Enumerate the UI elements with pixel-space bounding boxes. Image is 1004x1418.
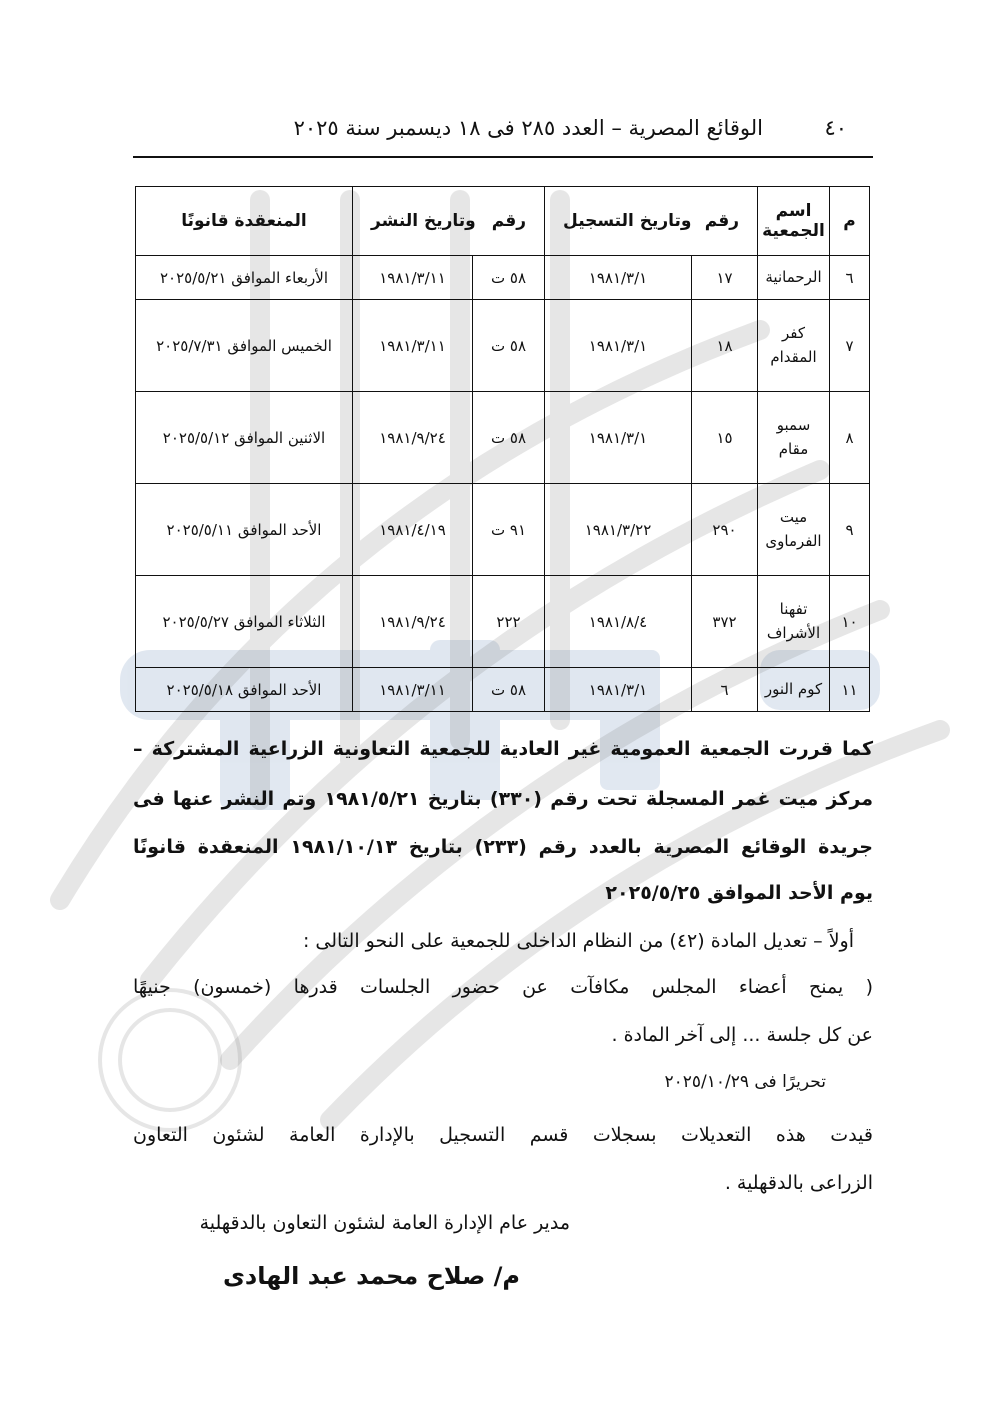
cell-pub-date: ١٩٨١/٣/١١: [353, 256, 473, 300]
cell-reg-number: ٢٩٠: [692, 484, 758, 576]
header-reg-number: رقم: [704, 211, 740, 231]
table-row: [136, 392, 870, 484]
amendment-heading: أولاً – تعديل المادة (٤٢) من النظام الداخلى للجمعية على النحو التالى :: [302, 930, 854, 952]
cell-reg-number: ١٧: [692, 256, 758, 300]
cell-society-name: الرحمانية: [758, 256, 830, 300]
cell-m: ٧: [830, 300, 870, 392]
cell-society-name: كوم النور: [758, 668, 830, 712]
cell-society-name: ميت الفرماوى: [758, 484, 830, 576]
cell-pub-number: ٥٨ ت: [473, 392, 545, 484]
cell-pub-number: ٥٨ ت: [473, 668, 545, 712]
table-row: [136, 576, 870, 668]
cell-reg-date: ١٩٨١/٣/١: [545, 256, 692, 300]
registration-note: قيدت هذه التعديلات بسجلات قسم التسجيل بالإدارة العامة لشئون التعاون: [133, 1124, 873, 1146]
cell-m: ١٠: [830, 576, 870, 668]
cell-held-date: الأحد الموافق ٢٠٢٥/٥/١٨: [136, 668, 353, 712]
cell-m: ٩: [830, 484, 870, 576]
cell-pub-number: ٩١ ت: [473, 484, 545, 576]
cell-reg-date: ١٩٨١/٣/١: [545, 300, 692, 392]
cell-reg-date: ١٩٨١/٣/١: [545, 392, 692, 484]
societies-table: [135, 186, 870, 712]
cell-pub-date: ١٩٨١/٩/٢٤: [353, 576, 473, 668]
signatory-title: مدير عام الإدارة العامة لشئون التعاون بالدقهلية: [199, 1212, 570, 1234]
cell-held-date: الخميس الموافق ٢٠٢٥/٧/٣١: [136, 300, 353, 392]
cell-held-date: الأربعاء الموافق ٢٠٢٥/٥/٢١: [136, 256, 353, 300]
registration-note: الزراعى بالدقهلية .: [724, 1172, 873, 1194]
header-publication: [353, 187, 545, 256]
cell-pub-date: ١٩٨١/٩/٢٤: [353, 392, 473, 484]
cell-reg-date: ١٩٨١/٣/١: [545, 668, 692, 712]
table-row: [136, 256, 870, 300]
paragraph-line: كما قررت الجمعية العمومية غير العادية للجمعية التعاونية الزراعية المشتركة –: [133, 738, 873, 760]
cell-held-date: الأحد الموافق ٢٠٢٥/٥/١١: [136, 484, 353, 576]
paragraph-line: جريدة الوقائع المصرية بالعدد رقم (٢٣٣) بتاريخ ١٩٨١/١٠/١٣ المنعقدة قانونًا: [133, 836, 873, 858]
cell-reg-number: ١٥: [692, 392, 758, 484]
cell-society-name: تفهنا الأشراف: [758, 576, 830, 668]
cell-pub-number: ٥٨ ت: [473, 256, 545, 300]
cell-m: ٦: [830, 256, 870, 300]
cell-reg-date: ١٩٨١/٨/٤: [545, 576, 692, 668]
header-pub-date: وتاريخ النشر: [371, 211, 476, 231]
signatory-name: م/ صلاح محمد عبد الهادى: [222, 1262, 520, 1290]
header-reg-date: وتاريخ التسجيل: [563, 211, 692, 231]
cell-m: ٨: [830, 392, 870, 484]
cell-society-name: سمبو مقام: [758, 392, 830, 484]
page-header: [133, 112, 873, 158]
header-pub-number: رقم: [491, 211, 527, 231]
cell-pub-date: ١٩٨١/٤/١٩: [353, 484, 473, 576]
paragraph-line: يوم الأحد الموافق ٢٠٢٥/٥/٢٥: [605, 882, 873, 904]
header-registration: [545, 187, 758, 256]
date-written: تحريرًا فى ٢٠٢٥/١٠/٢٩: [664, 1072, 826, 1092]
cell-pub-number: ٢٢٢: [473, 576, 545, 668]
cell-held-date: الثلاثاء الموافق ٢٠٢٥/٥/٢٧: [136, 576, 353, 668]
amendment-text: ( يمنح أعضاء المجلس مكافآت عن حضور الجلسات قدرها (خمسون) جنيهًا: [133, 976, 873, 998]
header-society-name: اسم الجمعية: [758, 187, 830, 256]
table-row: [136, 668, 870, 712]
table-row: [136, 300, 870, 392]
cell-held-date: الاثنين الموافق ٢٠٢٥/٥/١٢: [136, 392, 353, 484]
cell-reg-number: ١٨: [692, 300, 758, 392]
header-m: م: [830, 187, 870, 256]
page-number: ٤٠: [824, 116, 847, 140]
cell-reg-date: ١٩٨١/٣/٢٢: [545, 484, 692, 576]
cell-pub-number: ٥٨ ت: [473, 300, 545, 392]
gazette-title: الوقائع المصرية – العدد ٢٨٥ فى ١٨ ديسمبر سنة ٢٠٢٥: [293, 116, 763, 140]
cell-society-name: كفر المقدام: [758, 300, 830, 392]
table-header-row: [136, 187, 870, 256]
cell-reg-number: ٣٧٢: [692, 576, 758, 668]
table-row: [136, 484, 870, 576]
paragraph-line: مركز ميت غمر المسجلة تحت رقم (٣٣٠) بتاريخ ١٩٨١/٥/٢١ وتم النشر عنها فى: [133, 788, 873, 810]
header-held: المنعقدة قانونًا: [136, 187, 353, 256]
cell-reg-number: ٦: [692, 668, 758, 712]
amendment-text: عن كل جلسة ... إلى آخر المادة .: [611, 1024, 873, 1046]
cell-pub-date: ١٩٨١/٣/١١: [353, 300, 473, 392]
cell-pub-date: ١٩٨١/٣/١١: [353, 668, 473, 712]
cell-m: ١١: [830, 668, 870, 712]
